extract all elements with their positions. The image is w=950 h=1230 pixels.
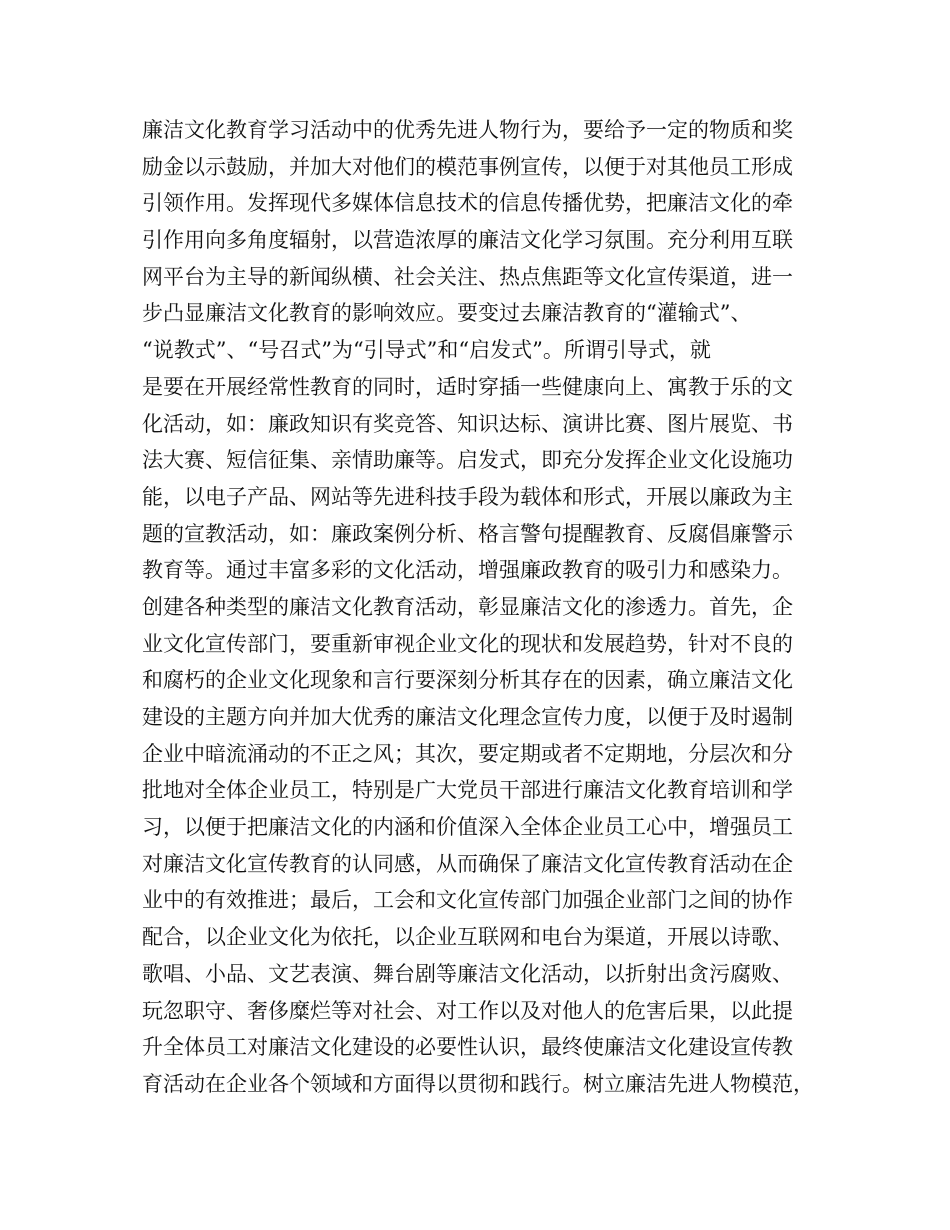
- text-line: 网平台为主导的新闻纵横、社会关注、热点焦距等文化宣传渠道，进一: [142, 264, 793, 289]
- text-line: 企业中暗流涌动的不正之风；其次，要定期或者不定期地，分层次和分: [142, 741, 793, 766]
- text-line: 是要在开展经常性教育的同时，适时穿插一些健康向上、寓教于乐的文: [142, 374, 793, 399]
- text-line: 法大赛、短信征集、亲情助廉等。启发式，即充分发挥企业文化设施功: [142, 448, 793, 473]
- text-line: 引领作用。发挥现代多媒体信息技术的信息传播优势，把廉洁文化的牵: [142, 191, 793, 216]
- text-line: 建设的主题方向并加大优秀的廉洁文化理念宣传力度，以便于及时遏制: [142, 705, 793, 729]
- text-line: 和腐朽的企业文化现象和言行要深刻分析其存在的因素，确立廉洁文化: [142, 668, 793, 693]
- text-line: 批地对全体企业员工，特别是广大党员干部进行廉洁文化教育培训和学: [142, 778, 793, 803]
- text-line: 创建各种类型的廉洁文化教育活动，彰显廉洁文化的渗透力。首先，企: [142, 594, 793, 619]
- body-paragraph: [142, 112, 822, 1103]
- text-line: 习，以便于把廉洁文化的内涵和价值深入全体企业员工心中，增强员工: [142, 815, 793, 840]
- text-line: 歌唱、小品、文艺表演、舞台剧等廉洁文化活动，以折射出贪污腐败、: [142, 961, 793, 986]
- text-line: “说教式”、“号召式”为“引导式”和“启发式”。所谓引导式，就: [142, 338, 711, 363]
- text-line: 化活动，如：廉政知识有奖竞答、知识达标、演讲比赛、图片展览、书: [142, 411, 793, 436]
- text-line: 题的宣教活动，如：廉政案例分析、格言警句提醒教育、反腐倡廉警示: [142, 521, 793, 546]
- text-line: 教育等。通过丰富多彩的文化活动，增强廉政教育的吸引力和感染力。: [142, 558, 793, 583]
- text-line: 业文化宣传部门，要重新审视企业文化的现状和发展趋势，针对不良的: [142, 631, 793, 656]
- text-line: 引作用向多角度辐射，以营造浓厚的廉洁文化学习氛围。充分利用互联: [142, 228, 793, 253]
- text-line: 对廉洁文化宣传教育的认同感，从而确保了廉洁文化宣传教育活动在企: [142, 851, 793, 876]
- text-line: 步凸显廉洁文化教育的影响效应。要变过去廉洁教育的“灌输式”、: [142, 301, 752, 326]
- text-line: 升全体员工对廉洁文化建设的必要性认识，最终使廉洁文化建设宣传教: [142, 1035, 793, 1060]
- text-line: 能，以电子产品、网站等先进科技手段为载体和形式，开展以廉政为主: [142, 484, 793, 509]
- text-line: 育活动在企业各个领域和方面得以贯彻和践行。树立廉洁先进人物模范，: [142, 1071, 814, 1096]
- text-line: 玩忽职守、奢侈糜烂等对社会、对工作以及对他人的危害后果，以此提: [142, 998, 793, 1023]
- text-line: 业中的有效推进；最后，工会和文化宣传部门加强企业部门之间的协作: [142, 888, 793, 913]
- text-line: 配合，以企业文化为依托，以企业互联网和电台为渠道，开展以诗歌、: [142, 925, 793, 950]
- text-line: 廉洁文化教育学习活动中的优秀先进人物行为，要给予一定的物质和奖: [142, 118, 793, 142]
- text-line: 励金以示鼓励，并加大对他们的模范事例宣传，以便于对其他员工形成: [142, 154, 793, 179]
